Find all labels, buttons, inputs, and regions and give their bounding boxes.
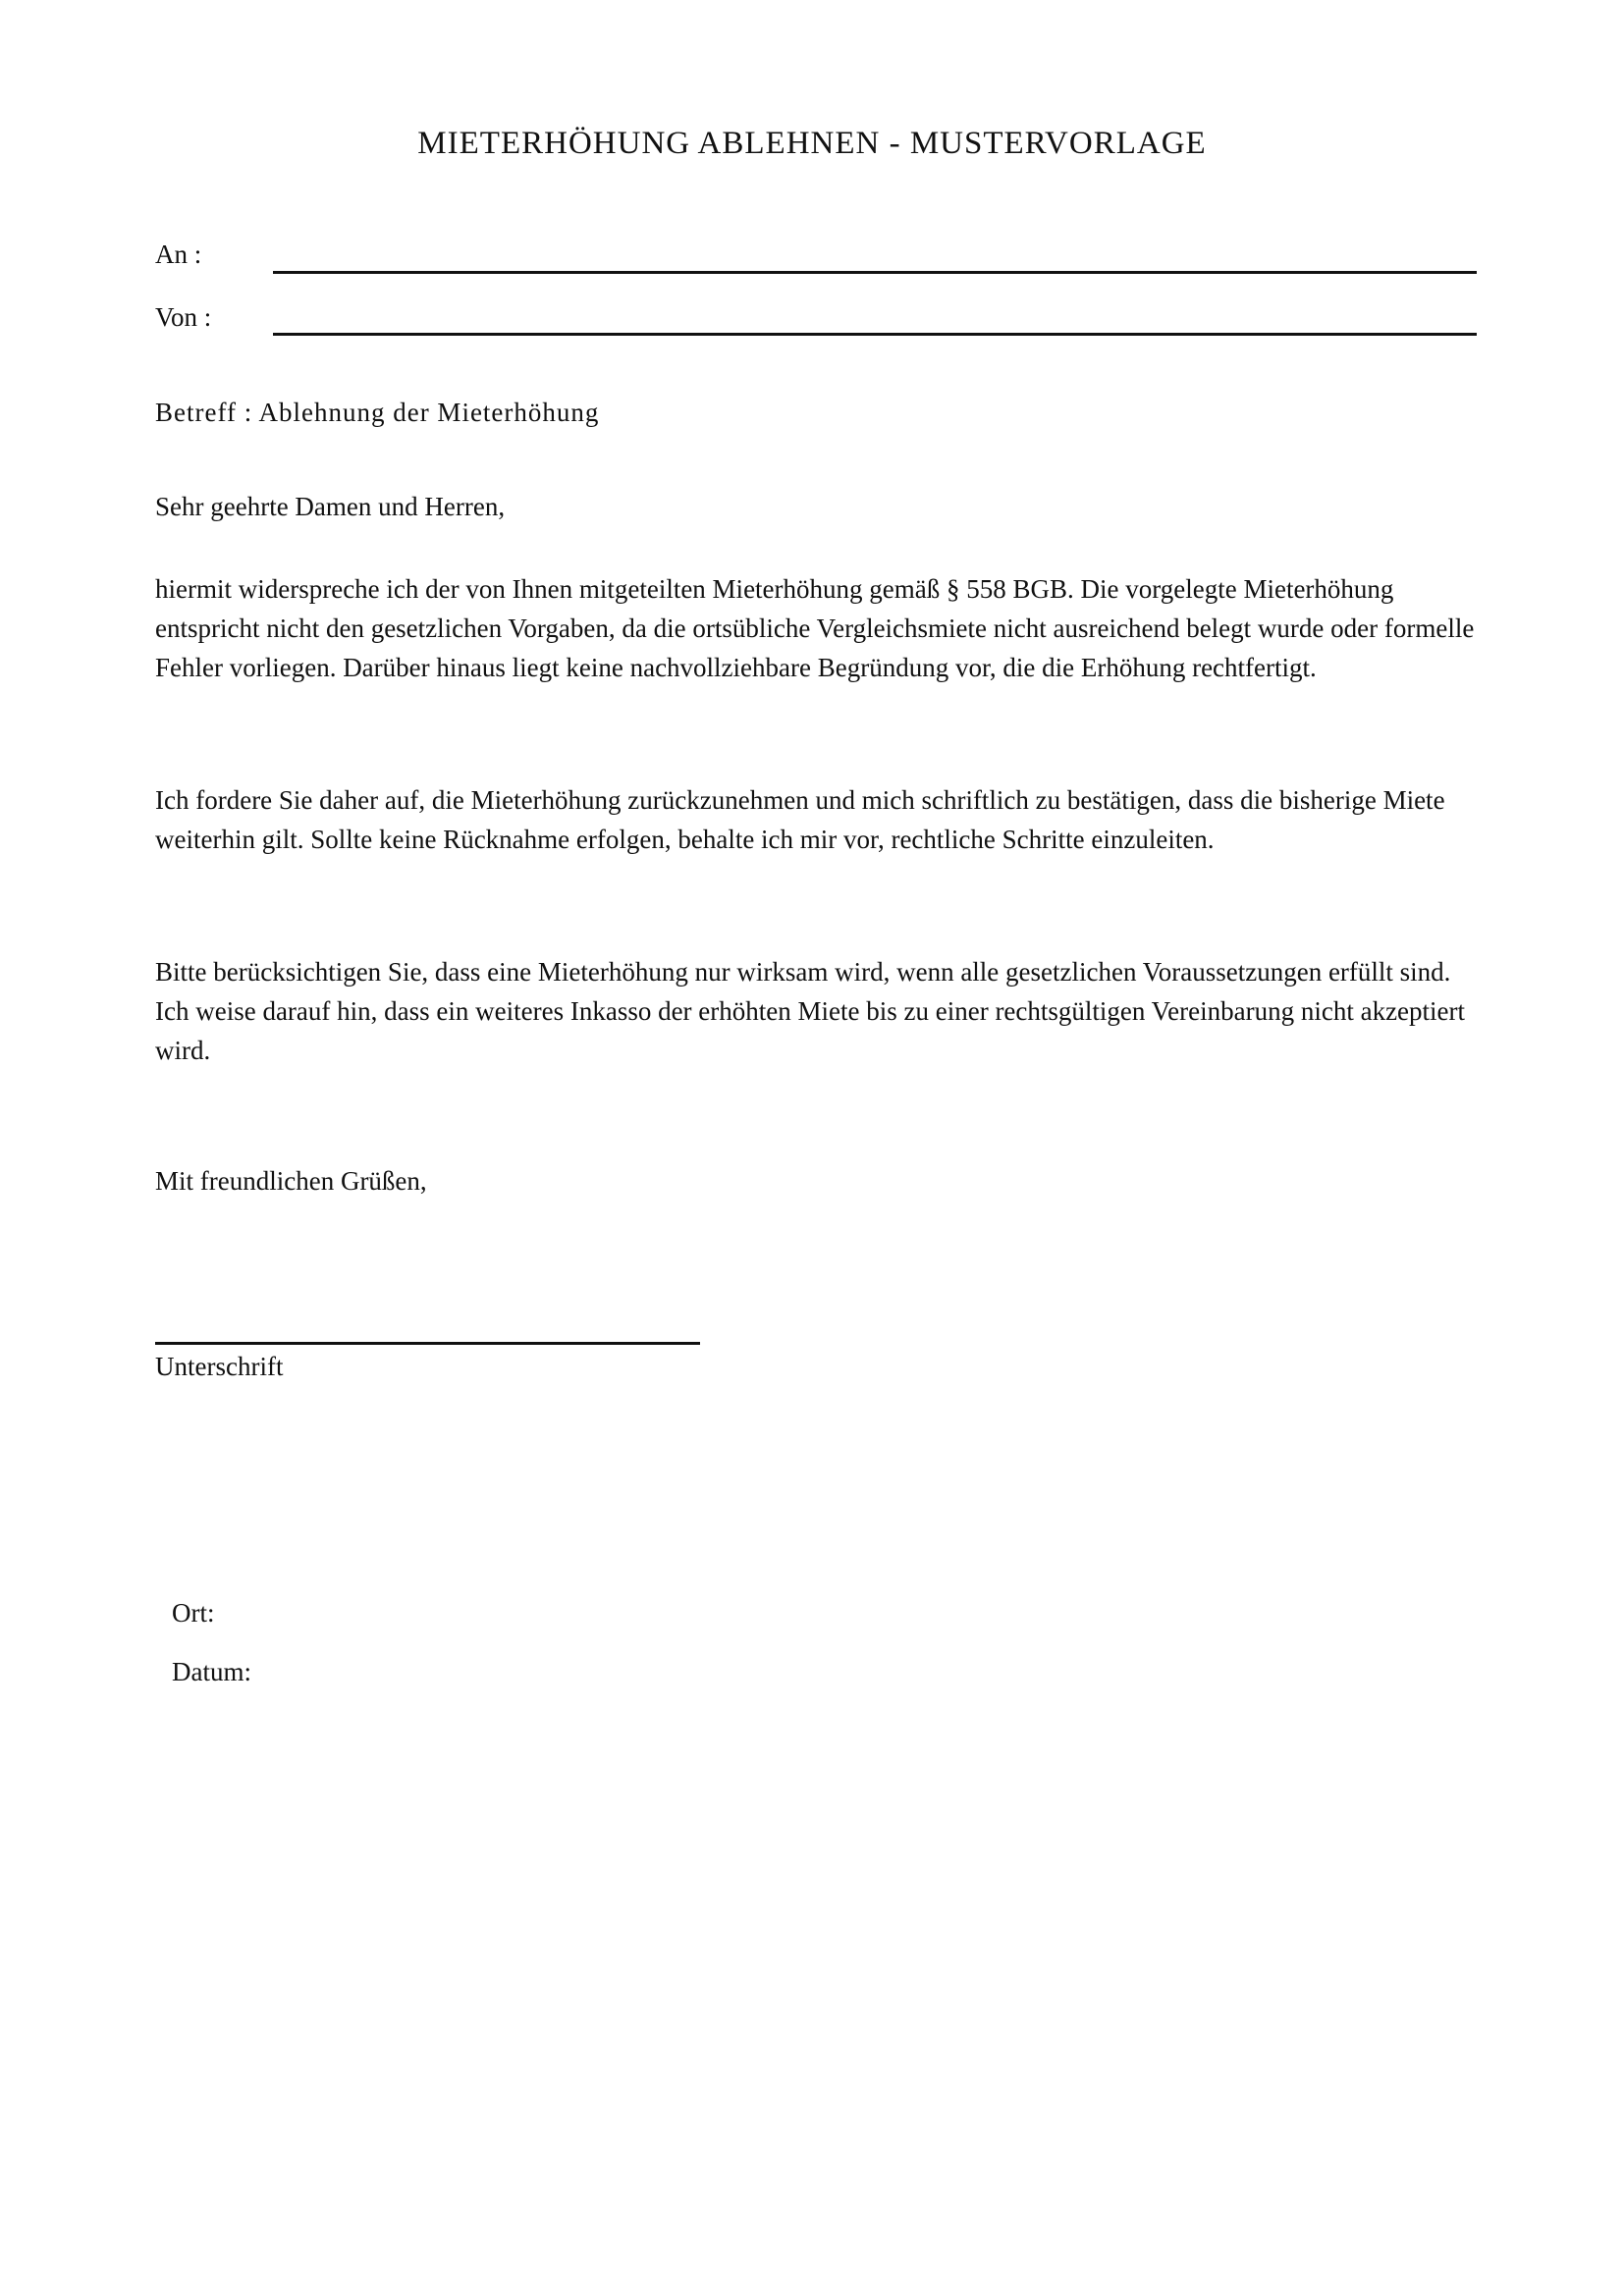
place-label: Ort: [172,1598,215,1628]
body-paragraph-3: Bitte berücksichtigen Sie, dass eine Mieterhöhung nur wirksam wird, wenn alle gesetzlichen Voraussetzungen erfüllt sind. Ich weise darauf hin, dass ein weiteres Inkasso der erhöhten Miete bis zu einer rechtsgültigen Vereinbarung nicht akzeptiert wird. [155,957,1466,1065]
from-field-line[interactable] [273,333,1477,336]
signature-label: Unterschrift [155,1352,284,1381]
to-label: An : [155,240,202,269]
document-title: MIETERHÖHUNG ABLEHNEN - MUSTERVORLAGE [417,126,1207,161]
closing-line: Mit freundlichen Grüßen, [155,1166,427,1196]
subject-line: Betreff : Ablehnung der Mieterhöhung [155,398,600,427]
from-label: Von : [155,302,212,332]
date-label: Datum: [172,1657,251,1686]
body-paragraph-2: Ich fordere Sie daher auf, die Mieterhöhung zurückzunehmen und mich schriftlich zu bestätigen, dass die bisherige Miete weiterhin gilt. Sollte keine Rücknahme erfolgen, behalte ich mir vor, rechtliche Schritte einzuleiten. [155,785,1445,854]
to-field-line[interactable] [273,271,1477,274]
salutation: Sehr geehrte Damen und Herren, [155,492,506,521]
body-paragraph-1: hiermit widerspreche ich der von Ihnen mitgeteilten Mieterhöhung gemäß § 558 BGB. Die vorgelegte Mieterhöhung entspricht nicht den gesetzlichen Vorgaben, da die ortsübliche Vergleichsmiete nicht ausreichend belegt wurde oder formelle Fehler vorliegen. Darüber hinaus liegt keine nachvollziehbare Begründung vor, die die Erhöhung rechtfertigt. [155,574,1475,682]
signature-line[interactable] [155,1342,700,1345]
